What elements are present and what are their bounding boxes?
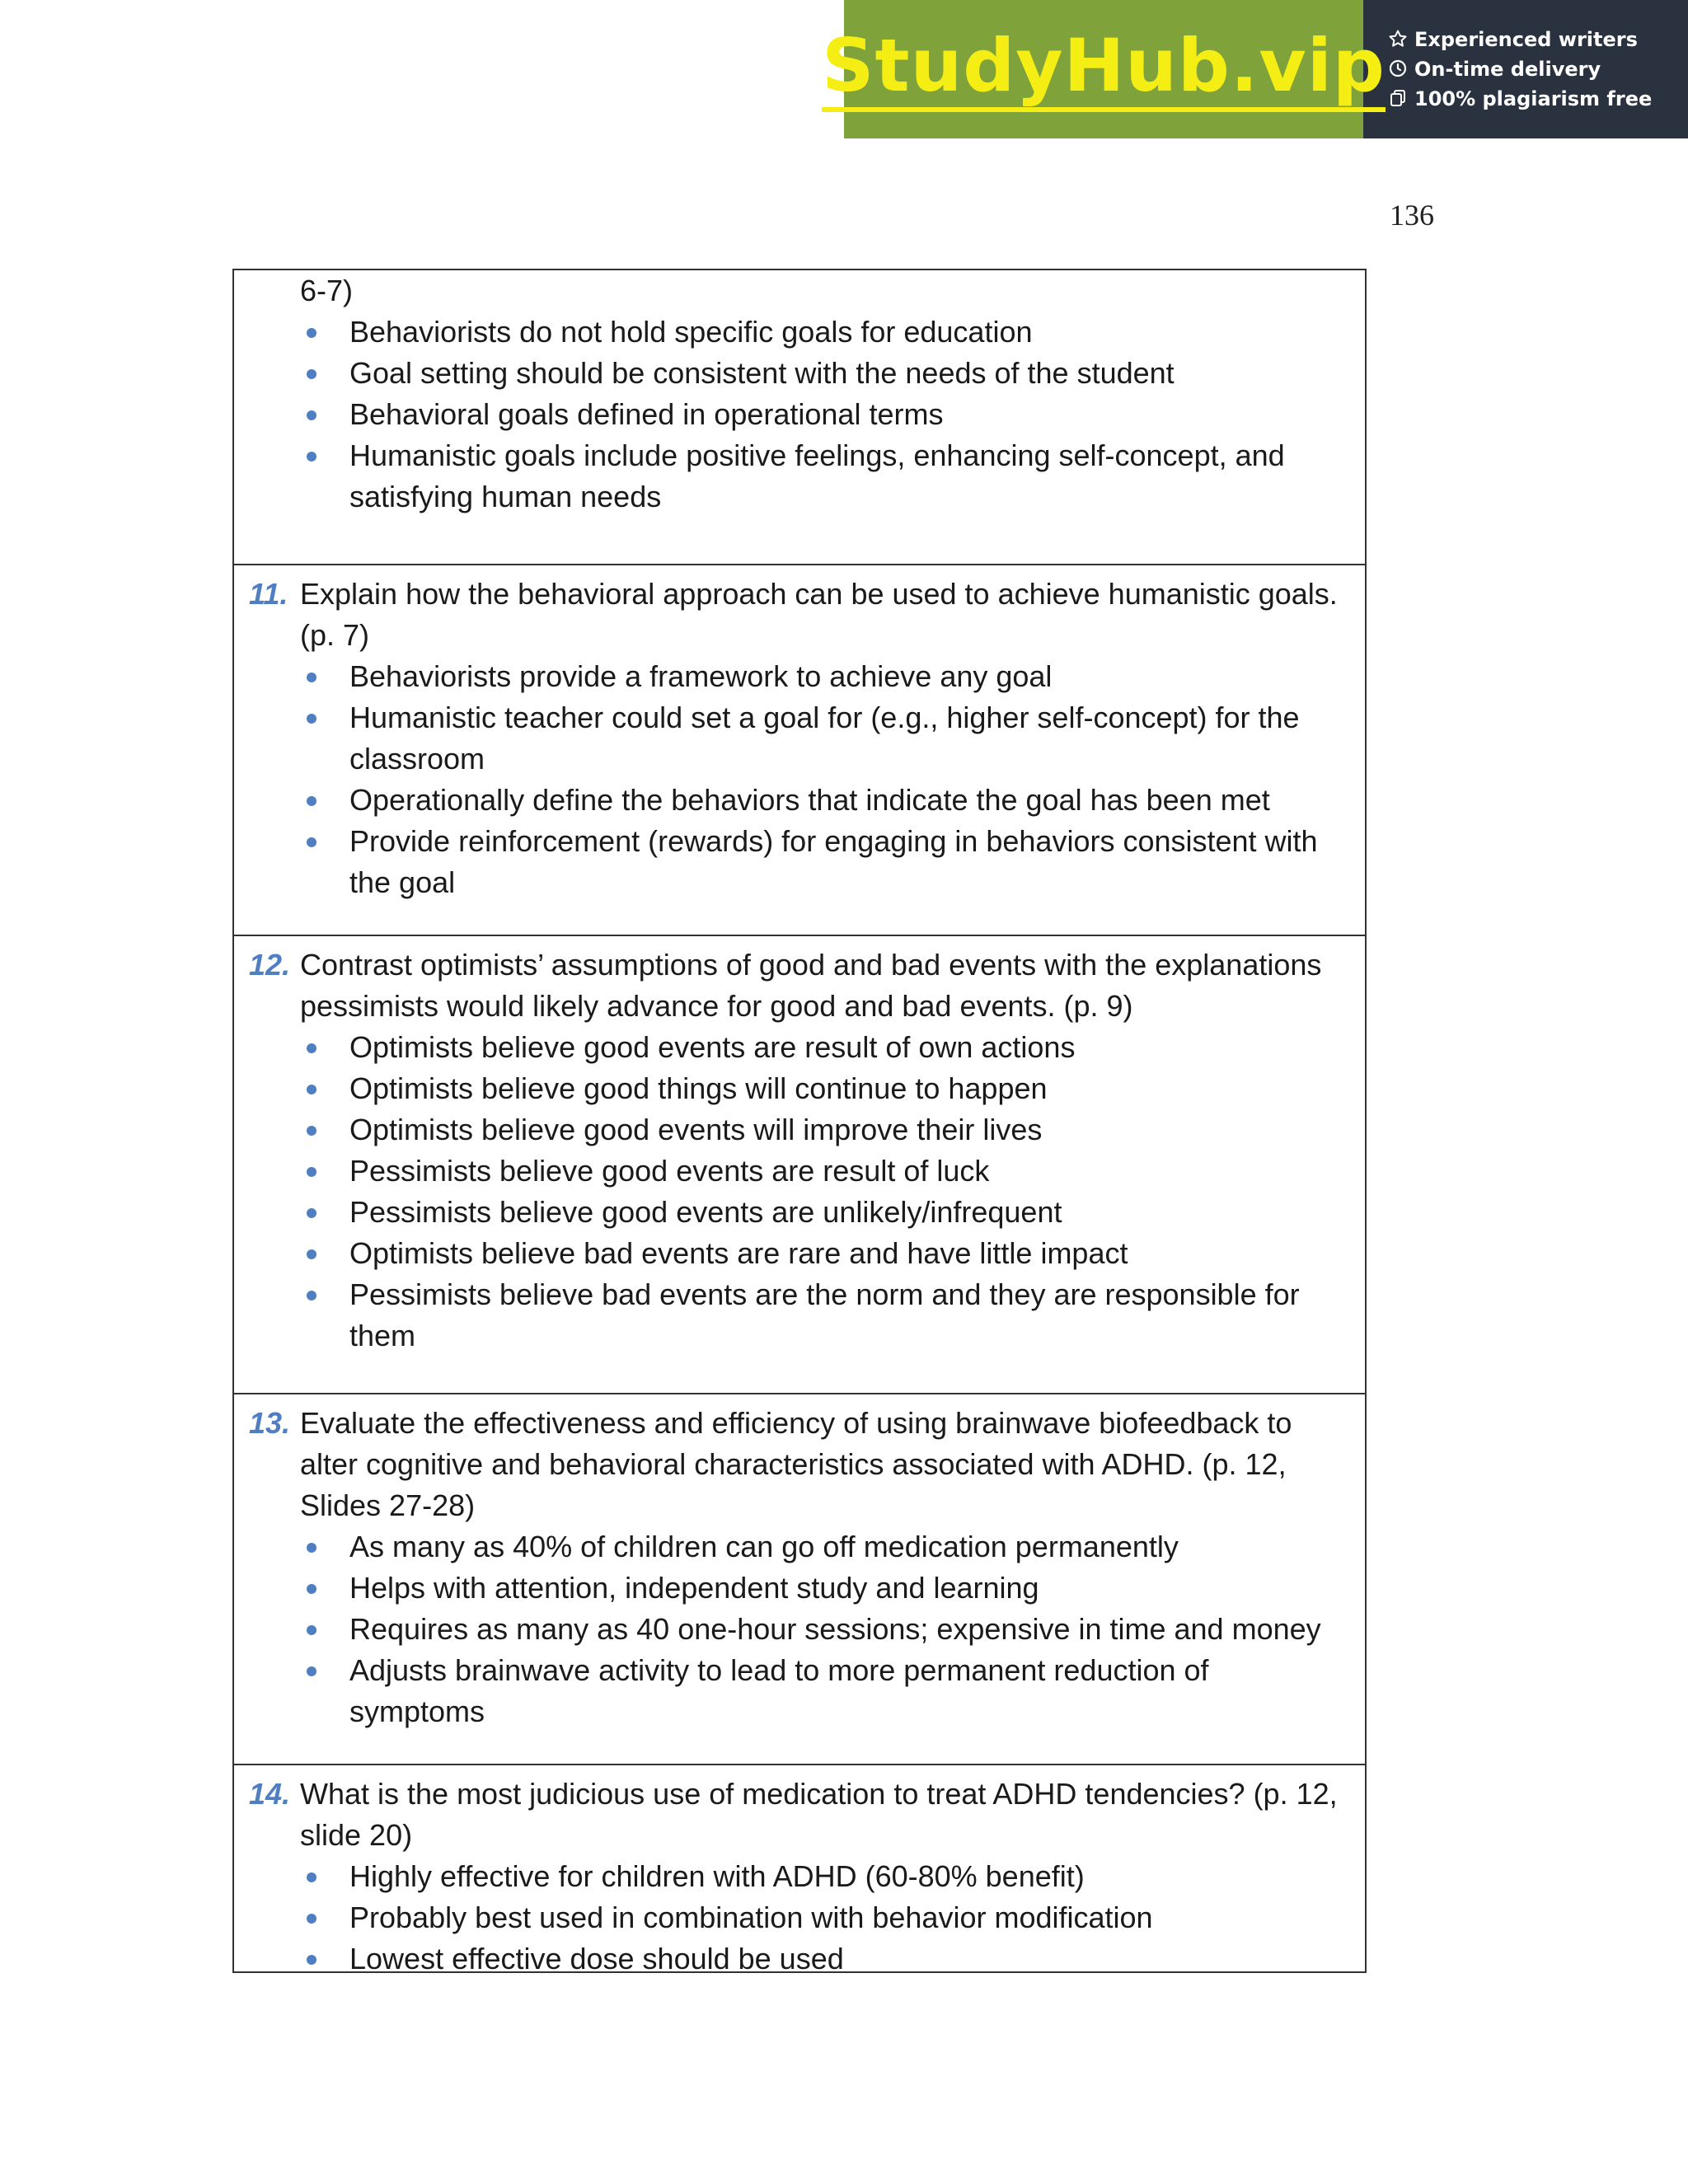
question-text — [249, 1774, 1348, 1856]
list-item — [249, 1109, 1348, 1151]
list-item — [249, 1897, 1348, 1938]
table-row — [234, 564, 1365, 935]
feature-list — [1363, 0, 1688, 138]
question-text — [249, 574, 1348, 656]
bullet-icon — [307, 1249, 316, 1259]
bullet-icon — [307, 714, 316, 724]
feature-plagiarism-free — [1388, 87, 1688, 110]
bullet-list — [249, 312, 1348, 518]
bullet-icon — [307, 1126, 316, 1136]
feature-label: 100% plagiarism free — [1414, 87, 1653, 110]
bullet-text: Behavioral goals defined in operational terms — [349, 397, 944, 431]
list-item — [249, 1274, 1348, 1357]
bullet-text: Helps with attention, independent study and learning — [349, 1571, 1039, 1605]
bullet-text: Highly effective for children with ADHD (60-80% benefit) — [349, 1859, 1085, 1893]
bullet-icon — [307, 796, 316, 806]
bullet-icon — [307, 837, 316, 847]
question-text — [249, 270, 1348, 312]
bullet-icon — [307, 1167, 316, 1177]
list-item — [249, 1650, 1348, 1732]
bullet-text: Optimists believe good events will improve their lives — [349, 1113, 1043, 1146]
bullet-text: Pessimists believe good events are result of luck — [349, 1154, 990, 1188]
list-item — [249, 394, 1348, 435]
table-row — [234, 1393, 1365, 1764]
list-item — [249, 1938, 1348, 1980]
bullet-text: Probably best used in combination with behavior modification — [349, 1900, 1153, 1934]
bullet-list — [249, 1856, 1348, 1980]
bullet-icon — [307, 1666, 316, 1676]
bullet-text: Optimists believe good events are result of own actions — [349, 1030, 1076, 1064]
feature-label: On-time delivery — [1414, 58, 1601, 81]
bullet-text: Goal setting should be consistent with the needs of the student — [349, 356, 1175, 390]
list-item — [249, 1027, 1348, 1068]
list-item — [249, 1233, 1348, 1274]
bullet-icon — [307, 1914, 316, 1924]
bullet-text: Behaviorists provide a framework to achieve any goal — [349, 659, 1053, 693]
list-item — [249, 656, 1348, 697]
feature-on-time-delivery — [1388, 58, 1688, 81]
bullet-text: Lowest effective dose should be used — [349, 1942, 844, 1975]
question-body: Explain how the behavioral approach can be used to achieve humanistic goals. (p. 7) — [300, 577, 1338, 652]
bullet-icon — [307, 1625, 316, 1635]
star-icon — [1388, 29, 1409, 50]
bullet-icon — [307, 1543, 316, 1553]
question-body: What is the most judicious use of medication to treat ADHD tendencies? (p. 12, slide 20) — [300, 1777, 1338, 1852]
table-row — [234, 270, 1365, 564]
bullet-icon — [307, 1208, 316, 1218]
bullet-icon — [307, 1955, 316, 1965]
clock-icon — [1388, 59, 1409, 80]
question-table — [232, 269, 1367, 1973]
page-number: 136 — [1390, 199, 1434, 232]
question-text — [249, 1403, 1348, 1526]
bullet-text: Pessimists believe bad events are the norm and they are responsible for them — [349, 1277, 1300, 1352]
list-item — [249, 821, 1348, 903]
question-body: Evaluate the effectiveness and efficiency of using brainwave biofeedback to alter cognitive and behavioral characteristics associated with ADHD. (p. 12, Slides 27-28) — [300, 1406, 1292, 1522]
bullet-text: Humanistic goals include positive feelings, enhancing self-concept, and satisfying human needs — [349, 438, 1285, 513]
bullet-text: Optimists believe good things will continue to happen — [349, 1071, 1048, 1105]
bullet-text: Requires as many as 40 one-hour sessions; expensive in time and money — [349, 1612, 1321, 1646]
bullet-text: Adjusts brainwave activity to lead to more permanent reduction of symptoms — [349, 1653, 1209, 1728]
question-number: 13. — [249, 1406, 291, 1440]
feature-experienced-writers — [1388, 28, 1688, 51]
list-item — [249, 312, 1348, 353]
list-item — [249, 1568, 1348, 1609]
bullet-list — [249, 1526, 1348, 1732]
list-item — [249, 1526, 1348, 1568]
question-number: 14. — [249, 1777, 291, 1811]
bullet-text: As many as 40% of children can go off medication permanently — [349, 1530, 1179, 1563]
bullet-text: Behaviorists do not hold specific goals for education — [349, 315, 1033, 349]
list-item — [249, 1192, 1348, 1233]
bullet-text: Pessimists believe good events are unlikely/infrequent — [349, 1195, 1062, 1229]
bullet-icon — [307, 369, 316, 379]
list-item — [249, 1609, 1348, 1650]
list-item — [249, 780, 1348, 821]
bullet-icon — [307, 673, 316, 682]
list-item — [249, 697, 1348, 780]
studyhub-banner[interactable] — [822, 0, 1688, 138]
question-text — [249, 944, 1348, 1027]
bullet-icon — [307, 1291, 316, 1301]
copy-icon — [1388, 88, 1409, 110]
question-body: 6-7) — [300, 274, 354, 307]
list-item — [249, 353, 1348, 394]
bullet-text: Optimists believe bad events are rare and have little impact — [349, 1236, 1128, 1270]
question-body: Contrast optimists’ assumptions of good and bad events with the explanations pessimists would likely advance for good and bad events. (p. 9) — [300, 948, 1322, 1023]
question-number: 12. — [249, 948, 291, 982]
list-item — [249, 1856, 1348, 1897]
bullet-icon — [307, 328, 316, 338]
list-item — [249, 1151, 1348, 1192]
table-row — [234, 935, 1365, 1393]
brand-logo[interactable] — [822, 0, 1386, 138]
question-number: 11. — [249, 577, 288, 611]
table-row — [234, 1764, 1365, 1975]
feature-label: Experienced writers — [1414, 28, 1638, 51]
bullet-icon — [307, 452, 316, 462]
bullet-text: Provide reinforcement (rewards) for engaging in behaviors consistent with the goal — [349, 824, 1318, 899]
bullet-icon — [307, 1584, 316, 1594]
bullet-icon — [307, 410, 316, 420]
bullet-text: Humanistic teacher could set a goal for (e.g., higher self-concept) for the classroom — [349, 701, 1300, 776]
bullet-text: Operationally define the behaviors that indicate the goal has been met — [349, 783, 1270, 817]
list-item — [249, 1068, 1348, 1109]
bullet-icon — [307, 1085, 316, 1094]
bullet-list — [249, 1027, 1348, 1357]
list-item — [249, 435, 1348, 518]
bullet-list — [249, 656, 1348, 903]
brand-name: StudyHub.vip — [822, 26, 1386, 112]
bullet-icon — [307, 1043, 316, 1053]
bullet-icon — [307, 1872, 316, 1882]
